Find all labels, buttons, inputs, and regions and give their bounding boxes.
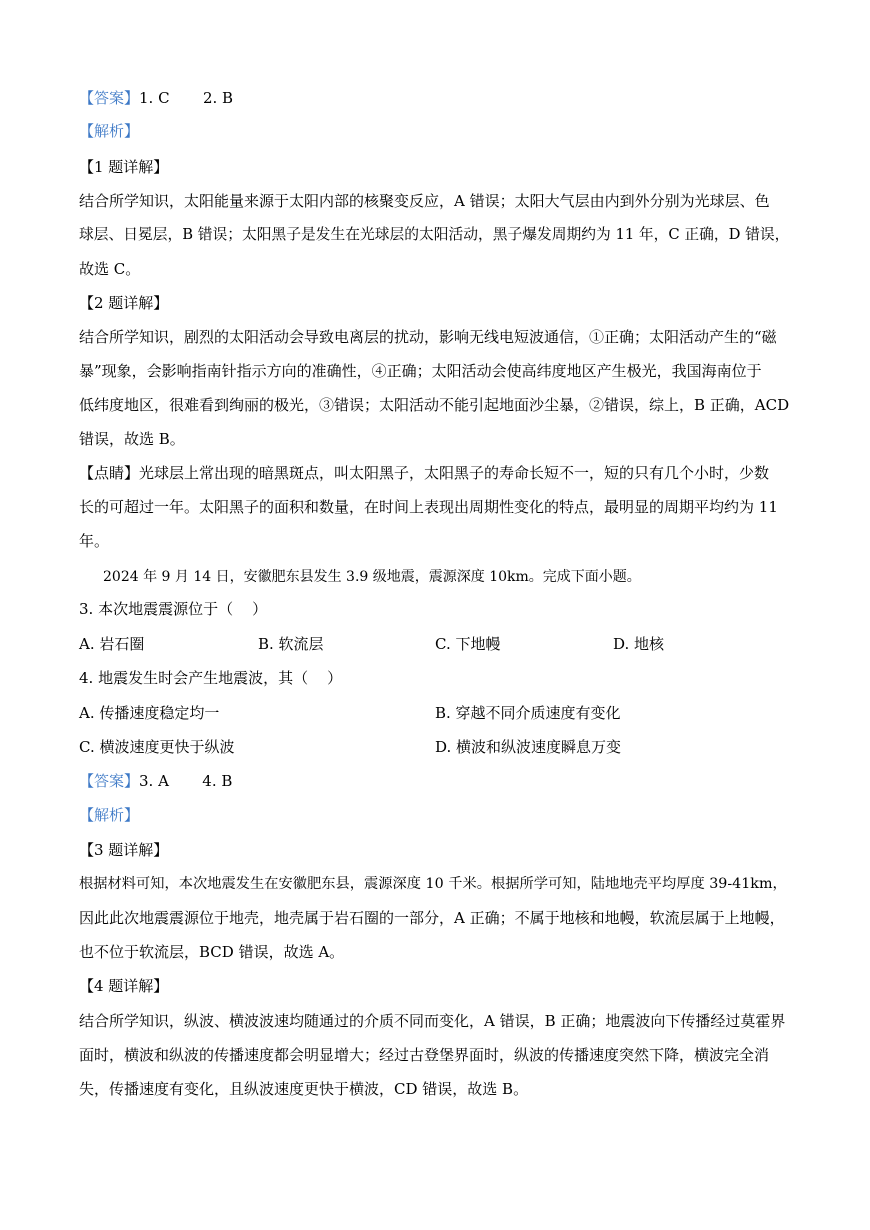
q3-detail-heading: 【3 题详解】 bbox=[79, 841, 169, 859]
answer-line-1 bbox=[79, 87, 233, 109]
key-point-tag: 【点睛】 bbox=[79, 464, 140, 482]
analysis-tag: 【解析】 bbox=[79, 806, 140, 824]
q2-detail-line: 低纬度地区，很难看到绚丽的极光，③错误；太阳活动不能引起地面沙尘暴，②错误，综上，B 正确，ACD bbox=[79, 396, 790, 414]
q1-detail-line: 故选 C。 bbox=[79, 260, 141, 278]
q3-option-b: B. 软流层 bbox=[258, 635, 324, 653]
q4-detail-heading: 【4 题详解】 bbox=[79, 977, 169, 995]
q2-detail-line: 结合所学知识，剧烈的太阳活动会导致电离层的扰动，影响无线电短波通信，①正确；太阳活动产生的“磁 bbox=[79, 328, 777, 346]
q2-detail-line: 暴”现象，会影响指南针指示方向的准确性，④正确；太阳活动会使高纬度地区产生极光，我国海南位于 bbox=[79, 362, 762, 380]
key-point-line bbox=[79, 462, 769, 484]
analysis-tag: 【解析】 bbox=[79, 122, 140, 140]
key-point-line: 年。 bbox=[79, 532, 110, 550]
answer-text: 1. C 2. B bbox=[139, 89, 234, 107]
q4-detail-line: 面时，横波和纵波的传播速度都会明显增大；经过古登堡界面时，纵波的传播速度突然下降，横波完全消 bbox=[79, 1046, 770, 1064]
question-4-stem: 4. 地震发生时会产生地震波，其（ ） bbox=[79, 669, 343, 687]
q3-option-a: A. 岩石圈 bbox=[79, 635, 145, 653]
q4-option-a: A. 传播速度稳定均一 bbox=[79, 704, 220, 722]
q4-detail-line: 结合所学知识，纵波、横波波速均随通过的介质不同而变化，A 错误，B 正确；地震波向下传播经过莫霍界 bbox=[79, 1012, 786, 1030]
q3-detail-line: 也不位于软流层，BCD 错误，故选 A。 bbox=[79, 943, 345, 961]
q1-detail-heading: 【1 题详解】 bbox=[79, 158, 169, 176]
answer-text: 3. A 4. B bbox=[139, 772, 233, 790]
q4-option-b: B. 穿越不同介质速度有变化 bbox=[435, 704, 621, 722]
q4-option-d: D. 横波和纵波速度瞬息万变 bbox=[435, 738, 622, 756]
question-3-stem: 3. 本次地震震源位于（ ） bbox=[79, 600, 268, 618]
q4-option-c: C. 横波速度更快于纵波 bbox=[79, 738, 235, 756]
material-text: 2024 年 9 月 14 日，安徽肥东县发生 3.9 级地震，震源深度 10km。完成下面小题。 bbox=[103, 569, 641, 585]
key-point-text: 光球层上常出现的暗黑斑点，叫太阳黑子，太阳黑子的寿命长短不一，短的只有几个小时，少数 bbox=[139, 464, 770, 482]
q3-option-d: D. 地核 bbox=[613, 635, 665, 653]
q3-detail-line: 因此此次地震震源位于地壳，地壳属于岩石圈的一部分，A 正确；不属于地核和地幔，软流层属于上地幔， bbox=[79, 909, 785, 927]
q3-detail-line: 根据材料可知，本次地震发生在安徽肥东县，震源深度 10 千米。根据所学可知，陆地地壳平均厚度 39-41km， bbox=[79, 876, 787, 892]
answer-tag: 【答案】 bbox=[79, 89, 140, 107]
q3-option-c: C. 下地幔 bbox=[435, 635, 501, 653]
q4-detail-line: 失，传播速度有变化，且纵波速度更快于横波，CD 错误，故选 B。 bbox=[79, 1080, 529, 1098]
q2-detail-line: 错误，故选 B。 bbox=[79, 430, 185, 448]
q2-detail-heading: 【2 题详解】 bbox=[79, 294, 169, 312]
answer-line-2 bbox=[79, 770, 232, 792]
key-point-line: 长的可超过一年。太阳黑子的面积和数量，在时间上表现出周期性变化的特点，最明显的周期平均约为 11 bbox=[79, 498, 778, 516]
answer-tag: 【答案】 bbox=[79, 772, 140, 790]
q1-detail-line: 球层、日冕层，B 错误；太阳黑子是发生在光球层的太阳活动，黑子爆发周期约为 11 年，C 正确，D 错误， bbox=[79, 226, 790, 243]
q1-detail-line: 结合所学知识，太阳能量来源于太阳内部的核聚变反应，A 错误；太阳大气层由内到外分别为光球层、色 bbox=[79, 192, 770, 210]
